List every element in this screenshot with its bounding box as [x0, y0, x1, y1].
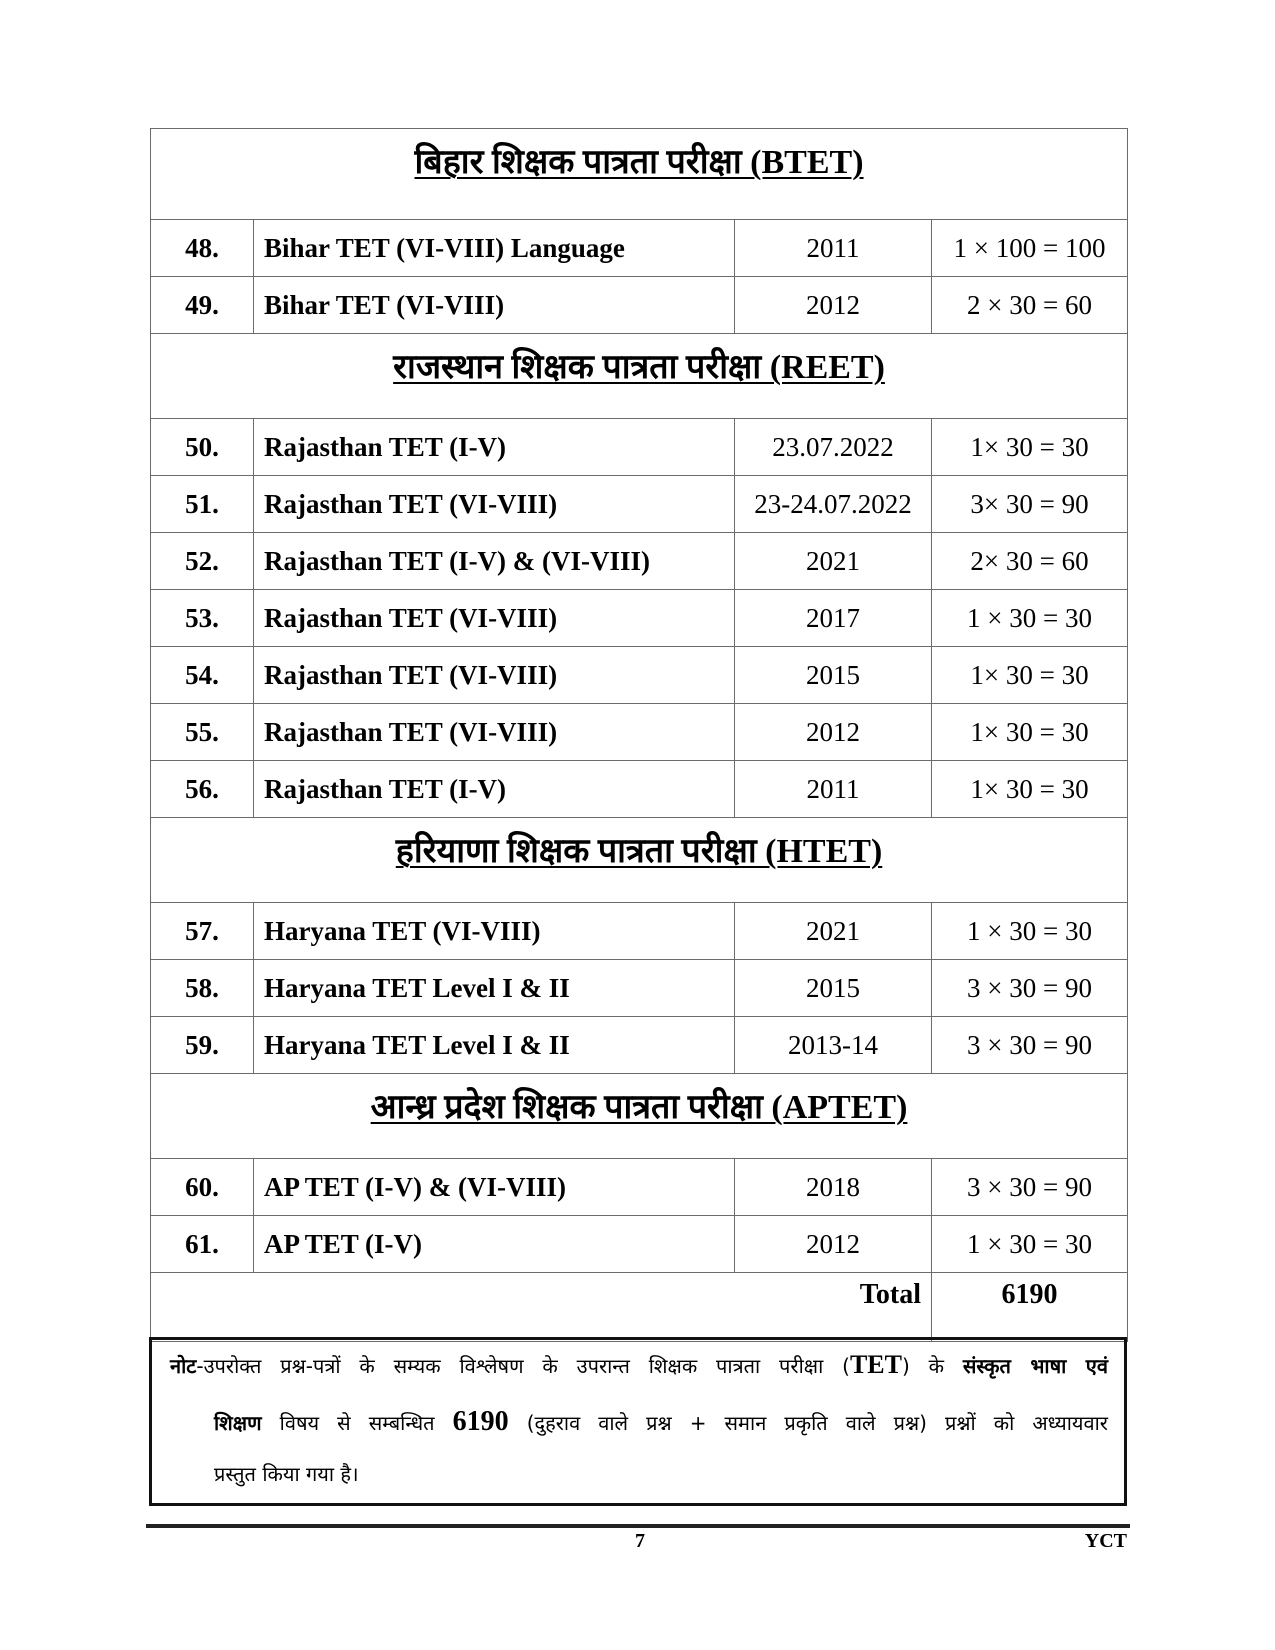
- question-count: 1 × 100 = 100: [932, 220, 1128, 277]
- table-row: [151, 1216, 1128, 1273]
- exam-name: Rajasthan TET (I-V): [254, 419, 735, 476]
- section-header-row: [151, 1074, 1128, 1159]
- footer-rule: [146, 1524, 1130, 1528]
- question-count: 1 × 30 = 30: [932, 590, 1128, 647]
- note-box: [149, 1337, 1127, 1506]
- table-row: [151, 1159, 1128, 1216]
- question-count: 1× 30 = 30: [932, 419, 1128, 476]
- section-title: राजस्थान शिक्षक पात्रता परीक्षा (REET): [393, 349, 885, 386]
- publisher-brand: YCT: [1084, 1530, 1127, 1552]
- total-value: 6190: [932, 1273, 1128, 1342]
- note-line-3: प्रस्तुत किया गया है।: [214, 1462, 359, 1486]
- table-body: [151, 129, 1128, 1342]
- section-header-cell: [151, 334, 1128, 419]
- question-count: 2 × 30 = 60: [932, 277, 1128, 334]
- question-count: 3 × 30 = 90: [932, 960, 1128, 1017]
- total-label: Total: [151, 1273, 932, 1342]
- question-count: 1× 30 = 30: [932, 704, 1128, 761]
- exam-year: 23-24.07.2022: [735, 476, 932, 533]
- serial-number: 50.: [151, 419, 254, 476]
- question-count: 3 × 30 = 90: [932, 1159, 1128, 1216]
- note-text: विषय से सम्बन्धित: [261, 1411, 453, 1435]
- serial-number: 48.: [151, 220, 254, 277]
- exam-year: 2012: [735, 277, 932, 334]
- note-count: 6190: [452, 1406, 509, 1437]
- note-subject-2: शिक्षण: [214, 1411, 262, 1435]
- exam-name: Bihar TET (VI-VIII): [254, 277, 735, 334]
- section-header-cell: [151, 818, 1128, 903]
- section-header-row: [151, 334, 1128, 419]
- section-title: आन्ध्र प्रदेश शिक्षक पात्रता परीक्षा (APTET): [370, 1089, 908, 1126]
- table-row: [151, 1017, 1128, 1074]
- serial-number: 49.: [151, 277, 254, 334]
- page-number: 7: [635, 1530, 645, 1552]
- exam-name: Rajasthan TET (VI-VIII): [254, 476, 735, 533]
- question-count: 1 × 30 = 30: [932, 1216, 1128, 1273]
- exam-year: 2012: [735, 1216, 932, 1273]
- tet-papers-table: [150, 128, 1128, 1342]
- section-header-row: [151, 818, 1128, 903]
- note-line-2: [214, 1406, 1108, 1438]
- table-row: [151, 533, 1128, 590]
- serial-number: 59.: [151, 1017, 254, 1074]
- serial-number: 56.: [151, 761, 254, 818]
- question-count: 3 × 30 = 90: [932, 1017, 1128, 1074]
- exam-name: AP TET (I-V): [254, 1216, 735, 1273]
- exam-name: Rajasthan TET (VI-VIII): [254, 590, 735, 647]
- exam-year: 2021: [735, 533, 932, 590]
- table-row: [151, 647, 1128, 704]
- section-header-row: [151, 129, 1128, 220]
- serial-number: 53.: [151, 590, 254, 647]
- section-title: बिहार शिक्षक पात्रता परीक्षा (BTET): [414, 144, 864, 181]
- question-count: 1× 30 = 30: [932, 761, 1128, 818]
- exam-year: 2018: [735, 1159, 932, 1216]
- note-line-1: [170, 1350, 1108, 1380]
- question-count: 3× 30 = 90: [932, 476, 1128, 533]
- exam-year: 2017: [735, 590, 932, 647]
- exam-year: 23.07.2022: [735, 419, 932, 476]
- note-prefix: नोट: [170, 1354, 197, 1378]
- table-row: [151, 960, 1128, 1017]
- exam-name: Rajasthan TET (VI-VIII): [254, 647, 735, 704]
- note-text: ) के: [901, 1354, 963, 1378]
- exam-name: Haryana TET Level I & II: [254, 960, 735, 1017]
- note-text: -उपरोक्त प्रश्न-पत्रों के सम्यक विश्लेषण के उपरान्त शिक्षक पात्रता परीक्षा (: [196, 1354, 850, 1378]
- section-title: हरियाणा शिक्षक पात्रता परीक्षा (HTET): [395, 833, 883, 870]
- exam-name: Rajasthan TET (I-V): [254, 761, 735, 818]
- table-row: [151, 590, 1128, 647]
- table-row: [151, 903, 1128, 960]
- section-header-cell: [151, 129, 1128, 220]
- question-count: 1× 30 = 30: [932, 647, 1128, 704]
- note-text: (दुहराव वाले प्रश्न + समान प्रकृति वाले प्रश्न) प्रश्नों को अध्यायवार: [508, 1411, 1108, 1435]
- exam-year: 2021: [735, 903, 932, 960]
- exam-name: Haryana TET (VI-VIII): [254, 903, 735, 960]
- exam-year: 2015: [735, 960, 932, 1017]
- serial-number: 57.: [151, 903, 254, 960]
- serial-number: 61.: [151, 1216, 254, 1273]
- exam-name: AP TET (I-V) & (VI-VIII): [254, 1159, 735, 1216]
- table-row: [151, 476, 1128, 533]
- section-header-cell: [151, 1074, 1128, 1159]
- serial-number: 52.: [151, 533, 254, 590]
- question-count: 2× 30 = 60: [932, 533, 1128, 590]
- serial-number: 55.: [151, 704, 254, 761]
- total-row: [151, 1273, 1128, 1342]
- serial-number: 58.: [151, 960, 254, 1017]
- question-count: 1 × 30 = 30: [932, 903, 1128, 960]
- note-subject: संस्कृत भाषा एवं: [962, 1354, 1108, 1378]
- exam-name: Haryana TET Level I & II: [254, 1017, 735, 1074]
- note-tet: TET: [849, 1350, 902, 1379]
- table-row: [151, 761, 1128, 818]
- exam-year: 2012: [735, 704, 932, 761]
- exam-year: 2013-14: [735, 1017, 932, 1074]
- exam-year: 2015: [735, 647, 932, 704]
- serial-number: 54.: [151, 647, 254, 704]
- serial-number: 51.: [151, 476, 254, 533]
- serial-number: 60.: [151, 1159, 254, 1216]
- table-row: [151, 220, 1128, 277]
- exam-name: Rajasthan TET (VI-VIII): [254, 704, 735, 761]
- table-row: [151, 419, 1128, 476]
- exam-year: 2011: [735, 761, 932, 818]
- exam-name: Rajasthan TET (I-V) & (VI-VIII): [254, 533, 735, 590]
- exam-name: Bihar TET (VI-VIII) Language: [254, 220, 735, 277]
- table-row: [151, 277, 1128, 334]
- exam-year: 2011: [735, 220, 932, 277]
- table-row: [151, 704, 1128, 761]
